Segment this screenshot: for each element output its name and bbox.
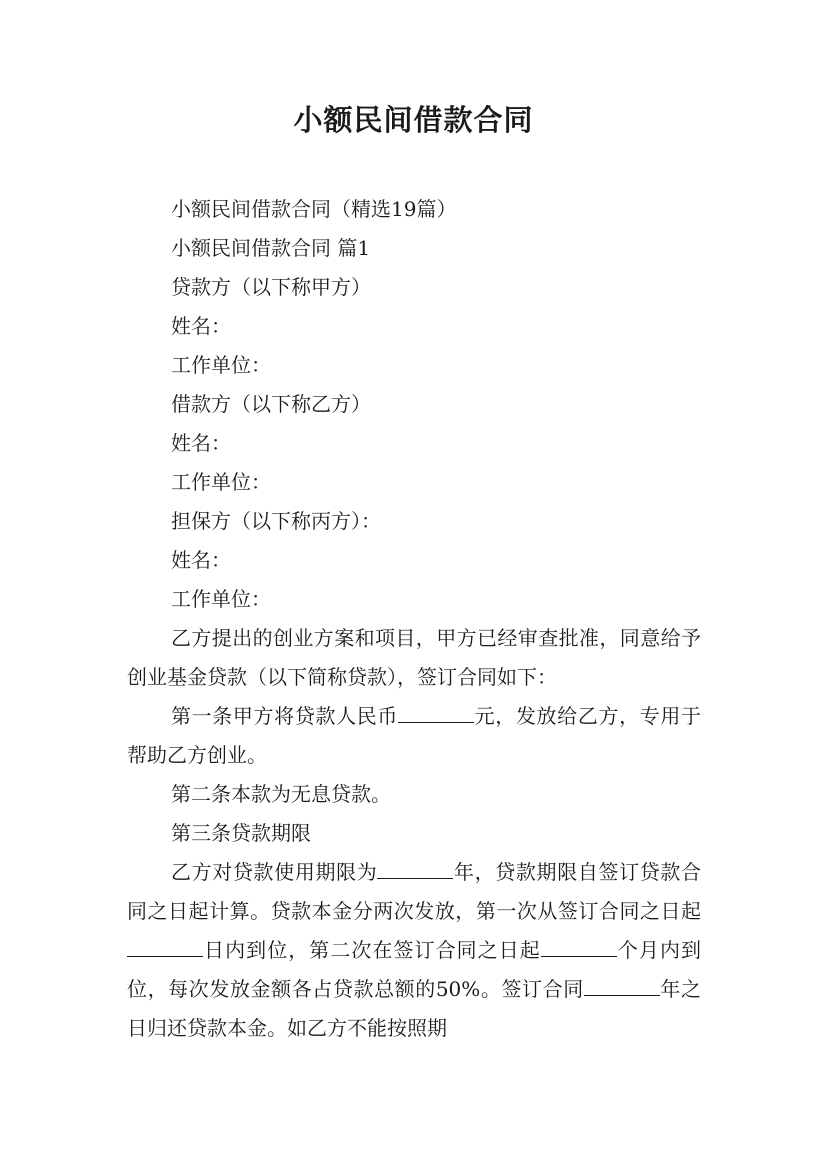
- text-line: 姓名：: [171, 314, 231, 338]
- paragraph-text: 乙方对贷款使用期限为: [171, 860, 378, 884]
- text-line: 贷款方（以下称甲方）: [171, 275, 371, 299]
- paragraph-text: 年之日归还贷款本金。如乙方不能按照期: [127, 977, 702, 1040]
- paragraph-text: 日内到位，第二次在签订合同之日起: [203, 938, 541, 962]
- paragraph-text: 乙方提出的创业方案和项目，甲方已经审查批准，同意给予创业基金贷款（以下简称贷款），签订合同如下：: [127, 626, 701, 689]
- text-line: 借款方（以下称乙方）: [171, 392, 371, 416]
- paragraph: [127, 619, 701, 697]
- paragraph-text: 年，贷款期限自签订贷款合同之日起计算。贷款本金分两次发放，第一次从签订合同之日起: [127, 860, 702, 923]
- paragraph-text: 元，发放给乙方，专用于帮助乙方创业。: [127, 704, 701, 767]
- text-line: 姓名：: [171, 431, 231, 455]
- document-body: [127, 190, 701, 1048]
- text-line: 工作单位：: [171, 470, 271, 494]
- paragraph: [127, 697, 701, 775]
- paragraph: [127, 775, 701, 814]
- paragraph: [127, 853, 701, 1048]
- blank-line: [584, 975, 660, 996]
- blank-line: [541, 936, 617, 957]
- blank-line: [398, 702, 474, 723]
- text-line: 担保方（以下称丙方）：: [171, 509, 381, 533]
- paragraph-text: 第一条甲方将贷款人民币: [171, 704, 398, 728]
- paragraph: [127, 814, 701, 853]
- paragraph-text: 第二条本款为无息贷款。: [171, 782, 391, 806]
- text-line: 小额民间借款合同 篇1: [171, 236, 371, 260]
- text-line: 工作单位：: [171, 353, 271, 377]
- blank-line: [377, 858, 453, 879]
- blank-line: [127, 936, 203, 957]
- text-line: 工作单位：: [171, 587, 271, 611]
- text-line: 姓名：: [171, 548, 231, 572]
- paragraph-text: 个月内到位，每次发放金额各占贷款总额的50%。签订合同: [127, 938, 702, 1001]
- document-title: 小额民间借款合同: [293, 103, 534, 137]
- paragraph-text: 第三条贷款期限: [171, 821, 311, 845]
- text-line: 小额民间借款合同（精选19篇）: [171, 197, 457, 221]
